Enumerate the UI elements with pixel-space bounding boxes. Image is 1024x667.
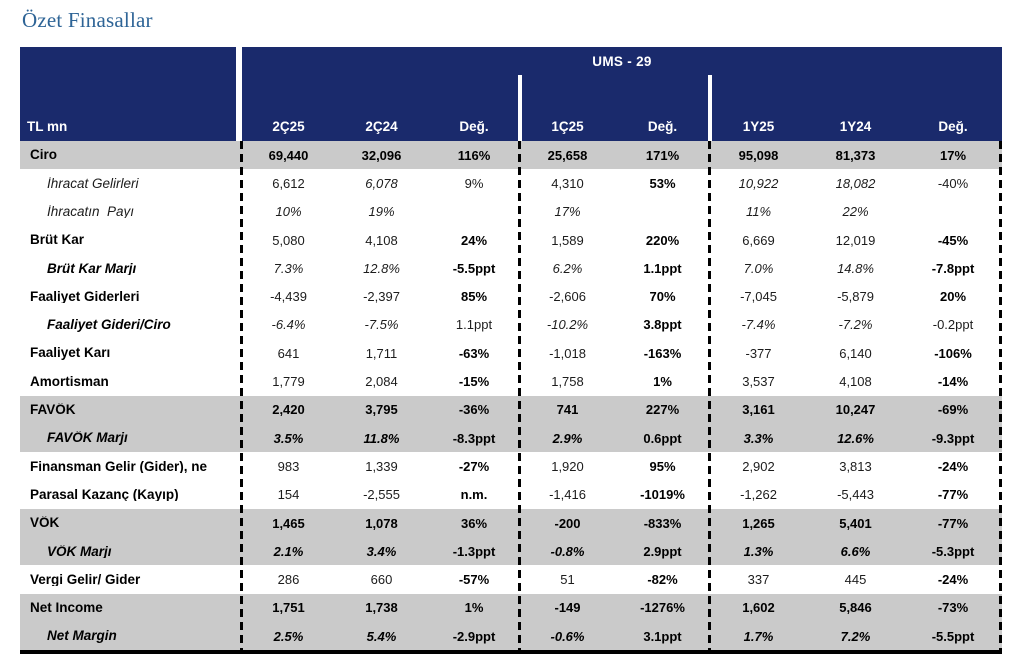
cell-value: 36% <box>460 515 488 531</box>
table-row <box>20 565 1002 593</box>
column-divider <box>518 141 521 650</box>
table-row <box>20 254 1002 282</box>
cell-value: -5,443 <box>837 487 874 503</box>
cell-value: 69,440 <box>268 147 309 163</box>
cell-value: -149 <box>554 600 581 616</box>
cell-value: -24% <box>937 572 969 588</box>
cell-value: 1,751 <box>272 600 305 616</box>
cell-value: 7.0% <box>743 260 774 276</box>
cell-value: -1,018 <box>549 345 586 361</box>
cell-value: 81,373 <box>835 147 876 163</box>
row-label: Vergi Gelir/ Gider <box>30 572 141 587</box>
cell-value: -0.6% <box>550 628 585 644</box>
cell-value: -73% <box>937 600 969 616</box>
cell-value: 5,080 <box>272 232 305 248</box>
cell-value: 51 <box>560 572 575 588</box>
table-row <box>20 367 1002 395</box>
cell-value: 3,813 <box>839 458 872 474</box>
cell-value: 1.3% <box>743 543 774 559</box>
cell-value: 1,265 <box>742 515 775 531</box>
cell-value: -15% <box>458 374 490 390</box>
cell-value: 5.4% <box>366 628 397 644</box>
cell-value: -0.2ppt <box>932 317 974 333</box>
cell-value: 660 <box>370 572 393 588</box>
cell-value: 1.1ppt <box>643 260 682 276</box>
cell-value: -7.2% <box>838 317 873 333</box>
cell-value: -36% <box>458 402 490 418</box>
table-row <box>20 311 1002 339</box>
cell-value: 2,084 <box>365 374 398 390</box>
cell-value: -200 <box>554 515 581 531</box>
cell-value: 12,019 <box>835 232 876 248</box>
cell-value: 11% <box>745 204 772 220</box>
cell-value: 3.8ppt <box>643 317 682 333</box>
cell-value: 1,078 <box>365 515 398 531</box>
row-label: Faaliyet Giderleri <box>30 289 140 304</box>
row-label: Brüt Kar <box>30 233 85 247</box>
cell-value: 1,779 <box>272 374 305 390</box>
table-row <box>20 594 1002 622</box>
cell-value: 2.1% <box>273 543 304 559</box>
cell-value: 3,161 <box>742 402 775 418</box>
cell-value: 983 <box>277 458 300 474</box>
table-row <box>20 339 1002 367</box>
cell-value: 5,846 <box>839 600 872 616</box>
cell-value: 0.6ppt <box>643 430 682 446</box>
cell-value: 12.8% <box>363 260 400 276</box>
cell-value: 1% <box>464 600 484 616</box>
cell-value: -1276% <box>640 600 685 616</box>
cell-value: 53% <box>649 175 676 191</box>
cell-value: 9% <box>464 175 484 191</box>
cell-value: 171% <box>645 147 680 163</box>
cell-value: -27% <box>458 458 490 474</box>
cell-value: 3,795 <box>365 402 398 418</box>
accounting-standard-label: UMS - 29 <box>592 54 652 69</box>
cell-value: -7.5% <box>364 317 399 333</box>
cell-value: -7.4% <box>741 317 776 333</box>
cell-value: 286 <box>277 572 300 588</box>
cell-value: 154 <box>277 487 300 503</box>
cell-value: 6,140 <box>839 345 872 361</box>
cell-value: -57% <box>458 572 490 588</box>
cell-value: 19% <box>368 204 395 220</box>
cell-value: -106% <box>934 345 972 361</box>
column-divider <box>240 141 243 650</box>
cell-value: 20% <box>939 289 967 305</box>
table-row <box>20 481 1002 509</box>
table-header <box>20 47 1002 141</box>
cell-value: 32,096 <box>361 147 402 163</box>
table-row <box>20 509 1002 537</box>
cell-value: 1,465 <box>272 515 305 531</box>
cell-value: 95,098 <box>738 147 779 163</box>
row-label: VÖK <box>30 516 60 530</box>
row-label: Faaliyet Gideri/Ciro <box>47 318 171 332</box>
cell-value: -45% <box>937 232 969 248</box>
cell-value: 3.5% <box>273 430 304 446</box>
cell-value: 337 <box>747 572 770 588</box>
cell-value: 24% <box>460 232 488 248</box>
cell-value: -77% <box>937 515 969 531</box>
column-divider <box>999 141 1002 650</box>
cell-value: -5,879 <box>837 289 874 305</box>
row-label: Finansman Gelir (Gider), ne <box>30 459 208 474</box>
cell-value: -7,045 <box>740 289 777 305</box>
cell-value: -6.4% <box>271 317 306 333</box>
cell-value: 3.3% <box>743 430 774 446</box>
column-header-2c24: 2Ç24 <box>365 119 398 134</box>
cell-value: 1.7% <box>743 628 774 644</box>
cell-value: 70% <box>649 289 676 305</box>
cell-value: -69% <box>937 402 969 418</box>
cell-value: 3.4% <box>366 543 397 559</box>
table-row <box>20 198 1002 226</box>
row-label: Ciro <box>30 148 57 162</box>
row-label: FAVÖK <box>30 403 76 417</box>
table-row <box>20 396 1002 424</box>
cell-value: 741 <box>556 402 579 418</box>
cell-value: -2,397 <box>363 289 400 305</box>
cell-value: 116% <box>457 147 491 163</box>
row-label: Net Income <box>30 601 103 615</box>
cell-value: 1,339 <box>365 458 398 474</box>
table-row <box>20 226 1002 254</box>
cell-value: 4,310 <box>551 175 584 191</box>
cell-value: 11.8% <box>363 430 400 446</box>
cell-value: -40% <box>937 175 969 191</box>
cell-value: -5.3ppt <box>931 543 975 559</box>
cell-value: -24% <box>937 458 969 474</box>
header-label-cell <box>20 47 236 141</box>
cell-value: 10,922 <box>738 175 779 191</box>
cell-value: -8.3ppt <box>452 430 496 446</box>
cell-value: 4,108 <box>839 374 872 390</box>
row-label: Amortisman <box>30 374 109 389</box>
table-row <box>20 622 1002 650</box>
cell-value: 2.9ppt <box>643 543 682 559</box>
cell-value: 17% <box>939 147 967 163</box>
table-row <box>20 282 1002 310</box>
cell-value: -2,555 <box>363 487 400 503</box>
cell-value: 1,920 <box>551 458 584 474</box>
column-header-2c25: 2Ç25 <box>272 119 305 134</box>
cell-value: 95% <box>649 458 676 474</box>
cell-value: -14% <box>937 374 969 390</box>
cell-value: -7.8ppt <box>931 260 975 276</box>
cell-value: -10.2% <box>546 317 589 333</box>
cell-value: 1,589 <box>551 232 584 248</box>
cell-value: 3.1ppt <box>643 628 682 644</box>
row-label: İhracatın Payı <box>47 204 135 219</box>
column-header-deg-1: Değ. <box>459 119 489 134</box>
column-header-1y24: 1Y24 <box>839 119 872 134</box>
column-headers <box>242 119 1002 141</box>
cell-value: 5,401 <box>839 515 872 531</box>
cell-value: n.m. <box>460 487 488 503</box>
cell-value: 2.9% <box>552 430 583 446</box>
cell-value: 227% <box>645 402 680 418</box>
cell-value: -2.9ppt <box>452 628 496 644</box>
cell-value: 641 <box>277 345 300 361</box>
page-title: Özet Finasallar <box>22 8 153 32</box>
cell-value: 2,902 <box>742 458 775 474</box>
cell-value: -2,606 <box>549 289 586 305</box>
row-label: İhracat Gelirleri <box>47 176 139 191</box>
cell-value: -833% <box>643 515 682 531</box>
cell-value: 7.2% <box>840 628 871 644</box>
unit-label: TL mn <box>27 119 68 134</box>
cell-value: 6.2% <box>552 260 583 276</box>
cell-value: 10% <box>275 204 302 220</box>
cell-value: 4,108 <box>365 232 398 248</box>
table-body <box>20 141 1002 654</box>
cell-value: -0.8% <box>550 543 585 559</box>
cell-value: 6,612 <box>272 175 305 191</box>
cell-value: 85% <box>460 289 488 305</box>
cell-value: 3,537 <box>742 374 775 390</box>
table-row <box>20 537 1002 565</box>
table-row <box>20 141 1002 169</box>
row-label: Brüt Kar Marjı <box>47 261 137 276</box>
cell-value: 1,711 <box>365 345 398 361</box>
cell-value: 14.8% <box>837 260 874 276</box>
cell-value: -1.3ppt <box>452 543 496 559</box>
cell-value: 2,420 <box>272 402 305 418</box>
row-label: Net Margin <box>47 629 117 643</box>
cell-value: -5.5ppt <box>452 260 496 276</box>
cell-value: -1,416 <box>549 487 586 503</box>
cell-value: 22% <box>842 204 869 220</box>
cell-value: 6.6% <box>840 543 871 559</box>
cell-value: 6,669 <box>742 232 775 248</box>
row-label: Faaliyet Karı <box>30 346 111 360</box>
row-label: VÖK Marjı <box>47 544 112 559</box>
cell-value: 220% <box>645 232 680 248</box>
cell-value: -77% <box>937 487 969 503</box>
cell-value: 1.1ppt <box>455 317 493 333</box>
cell-value: 25,658 <box>547 147 588 163</box>
row-label: FAVÖK Marjı <box>47 431 128 445</box>
table-row <box>20 169 1002 197</box>
column-header-1c25: 1Ç25 <box>551 119 584 134</box>
cell-value: 18,082 <box>835 175 876 191</box>
cell-value: -377 <box>745 345 772 361</box>
cell-value: 12.6% <box>837 430 874 446</box>
table-row <box>20 452 1002 480</box>
cell-value: 6,078 <box>365 175 398 191</box>
cell-value: -82% <box>647 572 678 588</box>
cell-value: 10,247 <box>835 402 876 418</box>
cell-value: 1,738 <box>365 600 398 616</box>
cell-value: -9.3ppt <box>931 430 975 446</box>
cell-value: 17% <box>554 204 581 220</box>
cell-value: 1% <box>653 374 672 390</box>
column-header-1y25: 1Y25 <box>742 119 775 134</box>
cell-value: -1,262 <box>740 487 777 503</box>
cell-value: -1019% <box>640 487 685 503</box>
cell-value: 7.3% <box>273 260 304 276</box>
cell-value: -5.5ppt <box>931 628 975 644</box>
financials-table <box>20 47 1002 654</box>
row-label: Parasal Kazanç (Kayıp) <box>30 487 179 502</box>
header-groups <box>242 47 1002 141</box>
cell-value: -4,439 <box>270 289 307 305</box>
column-header-deg-3: Değ. <box>938 119 968 134</box>
column-header-deg-2: Değ. <box>647 119 678 134</box>
cell-value: 1,758 <box>551 374 584 390</box>
cell-value: 1,602 <box>742 600 775 616</box>
cell-value: -163% <box>643 345 682 361</box>
cell-value: 445 <box>844 572 867 588</box>
table-row <box>20 424 1002 452</box>
cell-value: 2.5% <box>273 628 304 644</box>
column-divider <box>708 141 711 650</box>
cell-value: -63% <box>458 345 490 361</box>
